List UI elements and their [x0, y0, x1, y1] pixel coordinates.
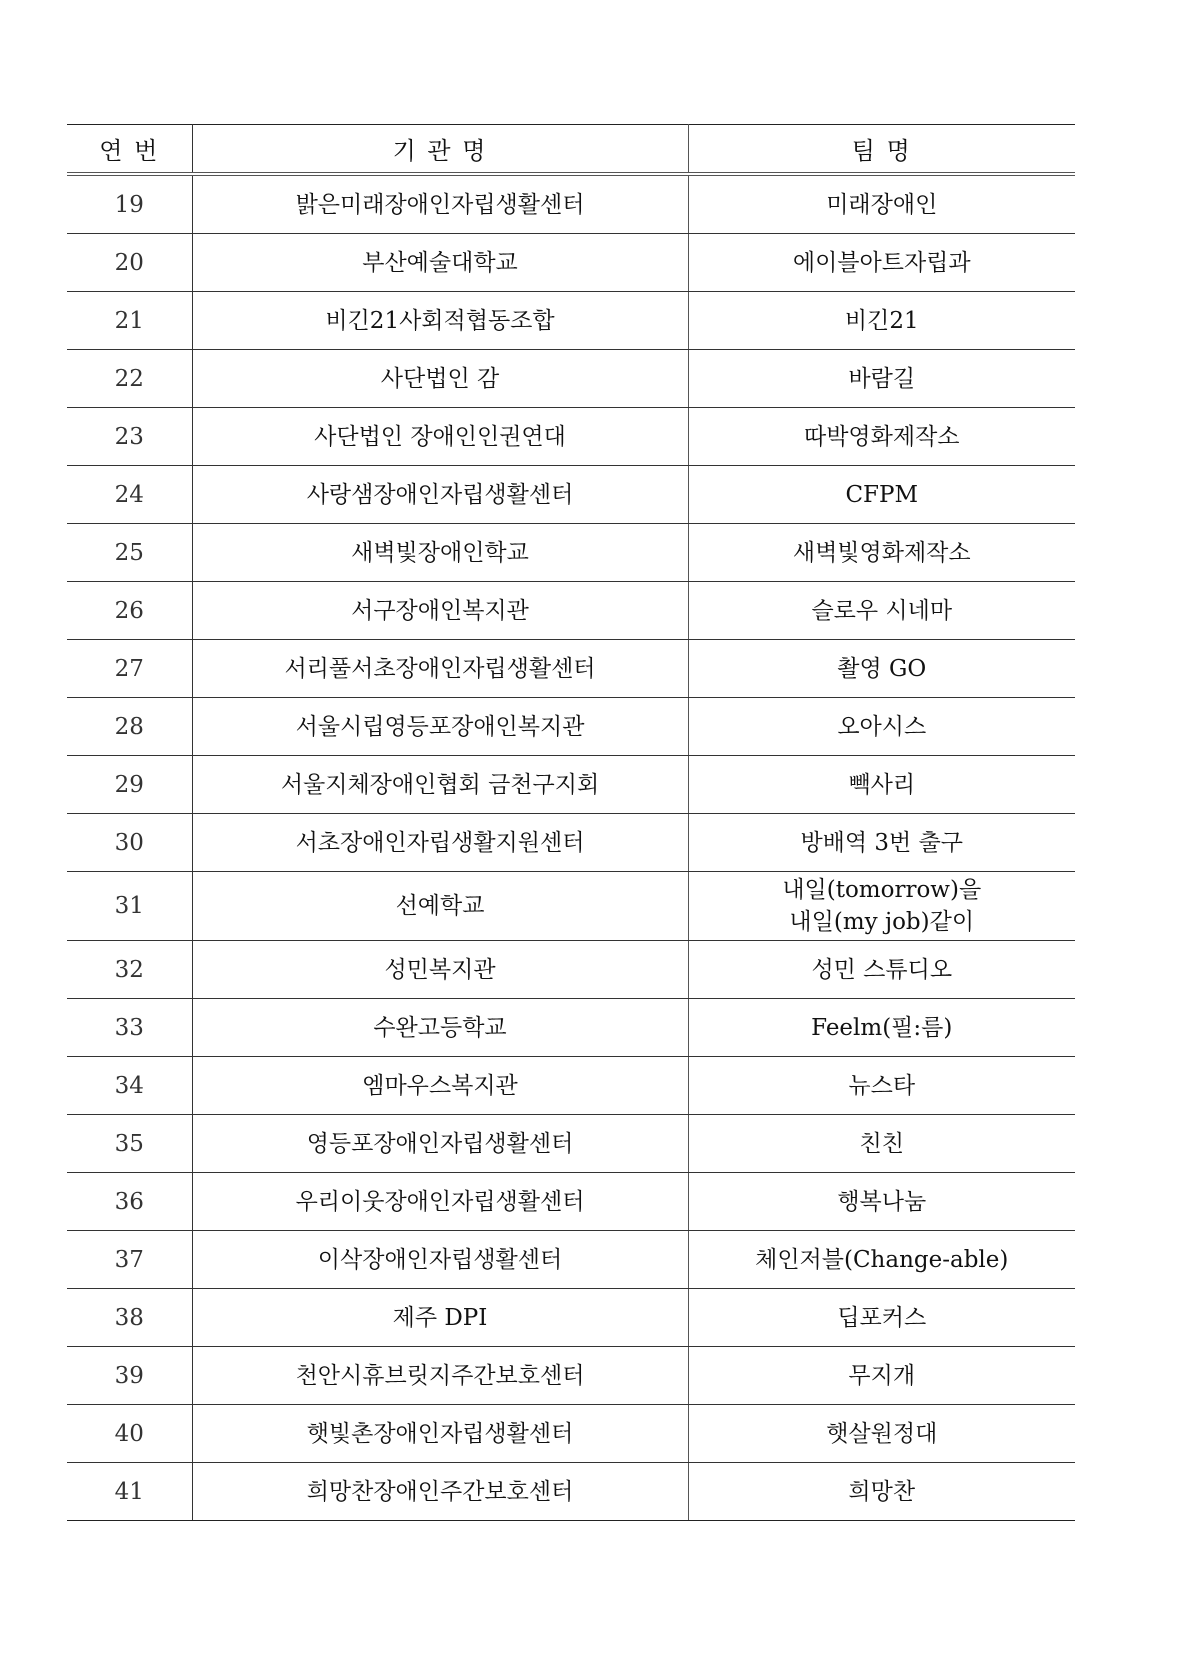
- table-row: [67, 814, 1075, 872]
- team-name: [688, 698, 1075, 756]
- team-name: [688, 350, 1075, 408]
- table-row: [67, 640, 1075, 698]
- table-header: [67, 125, 1075, 175]
- team-name-line: 내일(tomorrow)을: [782, 877, 982, 903]
- header-organization: 기 관 명: [192, 125, 688, 175]
- organization-name: 천안시휴브릿지주간보호센터: [192, 1347, 688, 1405]
- table-body: [67, 174, 1075, 1521]
- team-name: [688, 756, 1075, 814]
- table-row: [67, 350, 1075, 408]
- row-number: 34: [67, 1057, 192, 1115]
- team-name-line: 바람길: [848, 365, 916, 392]
- team-name-line: 무지개: [848, 1362, 916, 1389]
- team-name-line: 슬로우 시네마: [811, 597, 953, 624]
- table-row: [67, 1405, 1075, 1463]
- organization-name: 우리이웃장애인자립생활센터: [192, 1173, 688, 1231]
- organization-name: 희망찬장애인주간보호센터: [192, 1463, 688, 1521]
- table-row: [67, 698, 1075, 756]
- table-row: [67, 1231, 1075, 1289]
- organization-name: 서초장애인자립생활지원센터: [192, 814, 688, 872]
- team-name: [688, 1231, 1075, 1289]
- team-name: [688, 524, 1075, 582]
- team-name-line: 미래장애인: [826, 191, 938, 218]
- organization-name: 서구장애인복지관: [192, 582, 688, 640]
- organization-name: 영등포장애인자립생활센터: [192, 1115, 688, 1173]
- team-name: [688, 582, 1075, 640]
- row-number: 19: [67, 174, 192, 234]
- table-row: [67, 1289, 1075, 1347]
- team-name: [688, 1115, 1075, 1173]
- team-name-line: 빽사리: [848, 771, 916, 798]
- team-name-line: 햇살원정대: [826, 1420, 938, 1447]
- table-row: [67, 1173, 1075, 1231]
- team-name-line: 내일(my job)같이: [789, 909, 975, 935]
- row-number: 20: [67, 234, 192, 292]
- row-number: 25: [67, 524, 192, 582]
- organization-name: 밝은미래장애인자립생활센터: [192, 174, 688, 234]
- team-name-line: 방배역 3번 출구: [800, 829, 964, 856]
- team-name-line: 성민 스튜디오: [811, 956, 953, 983]
- organization-name: 서울지체장애인협회 금천구지회: [192, 756, 688, 814]
- team-name: [688, 234, 1075, 292]
- team-name-line: 촬영 GO: [837, 655, 927, 682]
- team-name: [688, 640, 1075, 698]
- organization-name: 햇빛촌장애인자립생활센터: [192, 1405, 688, 1463]
- table-row: [67, 941, 1075, 999]
- row-number: 22: [67, 350, 192, 408]
- team-name: [688, 466, 1075, 524]
- team-name-line: 비긴21: [844, 307, 919, 334]
- header-row: [67, 125, 1075, 175]
- row-number: 27: [67, 640, 192, 698]
- team-name-line: 오아시스: [837, 713, 927, 740]
- team-name: [688, 1463, 1075, 1521]
- table-row: [67, 1463, 1075, 1521]
- row-number: 39: [67, 1347, 192, 1405]
- team-name: [688, 872, 1075, 941]
- team-name-line: 행복나눔: [837, 1188, 927, 1215]
- row-number: 30: [67, 814, 192, 872]
- row-number: 40: [67, 1405, 192, 1463]
- organization-name: 제주 DPI: [192, 1289, 688, 1347]
- table-row: [67, 234, 1075, 292]
- row-number: 38: [67, 1289, 192, 1347]
- row-number: 35: [67, 1115, 192, 1173]
- team-name-line: 에이블아트자립과: [792, 249, 971, 276]
- team-name: [688, 408, 1075, 466]
- team-name-line: CFPM: [845, 481, 919, 508]
- row-number: 37: [67, 1231, 192, 1289]
- organization-name: 선예학교: [192, 872, 688, 941]
- team-name: [688, 1347, 1075, 1405]
- team-name: [688, 1289, 1075, 1347]
- row-number: 33: [67, 999, 192, 1057]
- table-row: [67, 756, 1075, 814]
- organization-name: 사단법인 장애인인권연대: [192, 408, 688, 466]
- team-name: [688, 999, 1075, 1057]
- team-name: [688, 1405, 1075, 1463]
- table-row: [67, 174, 1075, 234]
- row-number: 21: [67, 292, 192, 350]
- team-name-line: 새벽빛영화제작소: [792, 539, 971, 566]
- team-name: [688, 1057, 1075, 1115]
- organization-name: 서리풀서초장애인자립생활센터: [192, 640, 688, 698]
- team-name-line: 체인저블(Change-able): [755, 1246, 1009, 1273]
- row-number: 23: [67, 408, 192, 466]
- team-roster-table: [67, 124, 1075, 1521]
- team-name: [688, 814, 1075, 872]
- team-name: [688, 1173, 1075, 1231]
- row-number: 31: [67, 872, 192, 941]
- team-name: [688, 941, 1075, 999]
- team-name: [688, 292, 1075, 350]
- header-number: 연 번: [67, 125, 192, 175]
- table-row: [67, 524, 1075, 582]
- organization-name: 서울시립영등포장애인복지관: [192, 698, 688, 756]
- table-row: [67, 582, 1075, 640]
- row-number: 26: [67, 582, 192, 640]
- table-row: [67, 1057, 1075, 1115]
- table-row: [67, 408, 1075, 466]
- organization-name: 사랑샘장애인자립생활센터: [192, 466, 688, 524]
- organization-name: 새벽빛장애인학교: [192, 524, 688, 582]
- row-number: 32: [67, 941, 192, 999]
- table-row: [67, 292, 1075, 350]
- table-row: [67, 1347, 1075, 1405]
- row-number: 41: [67, 1463, 192, 1521]
- table-row: [67, 1115, 1075, 1173]
- row-number: 29: [67, 756, 192, 814]
- team-name: [688, 174, 1075, 234]
- organization-name: 부산예술대학교: [192, 234, 688, 292]
- organization-name: 엠마우스복지관: [192, 1057, 688, 1115]
- organization-name: 수완고등학교: [192, 999, 688, 1057]
- team-name-line: 딥포커스: [837, 1304, 927, 1331]
- team-name-line: Feelm(필:름): [811, 1014, 953, 1041]
- row-number: 28: [67, 698, 192, 756]
- table-row: [67, 999, 1075, 1057]
- row-number: 24: [67, 466, 192, 524]
- row-number: 36: [67, 1173, 192, 1231]
- header-team: 팀 명: [688, 125, 1075, 175]
- team-name-line: 희망찬: [848, 1478, 916, 1505]
- team-name-line: 친친: [859, 1130, 904, 1157]
- team-name-line: 뉴스타: [848, 1072, 916, 1099]
- organization-name: 비긴21사회적협동조합: [192, 292, 688, 350]
- table-row: [67, 466, 1075, 524]
- table-row: [67, 872, 1075, 941]
- organization-name: 성민복지관: [192, 941, 688, 999]
- organization-name: 사단법인 감: [192, 350, 688, 408]
- team-name-line: 따박영화제작소: [803, 423, 960, 450]
- organization-name: 이삭장애인자립생활센터: [192, 1231, 688, 1289]
